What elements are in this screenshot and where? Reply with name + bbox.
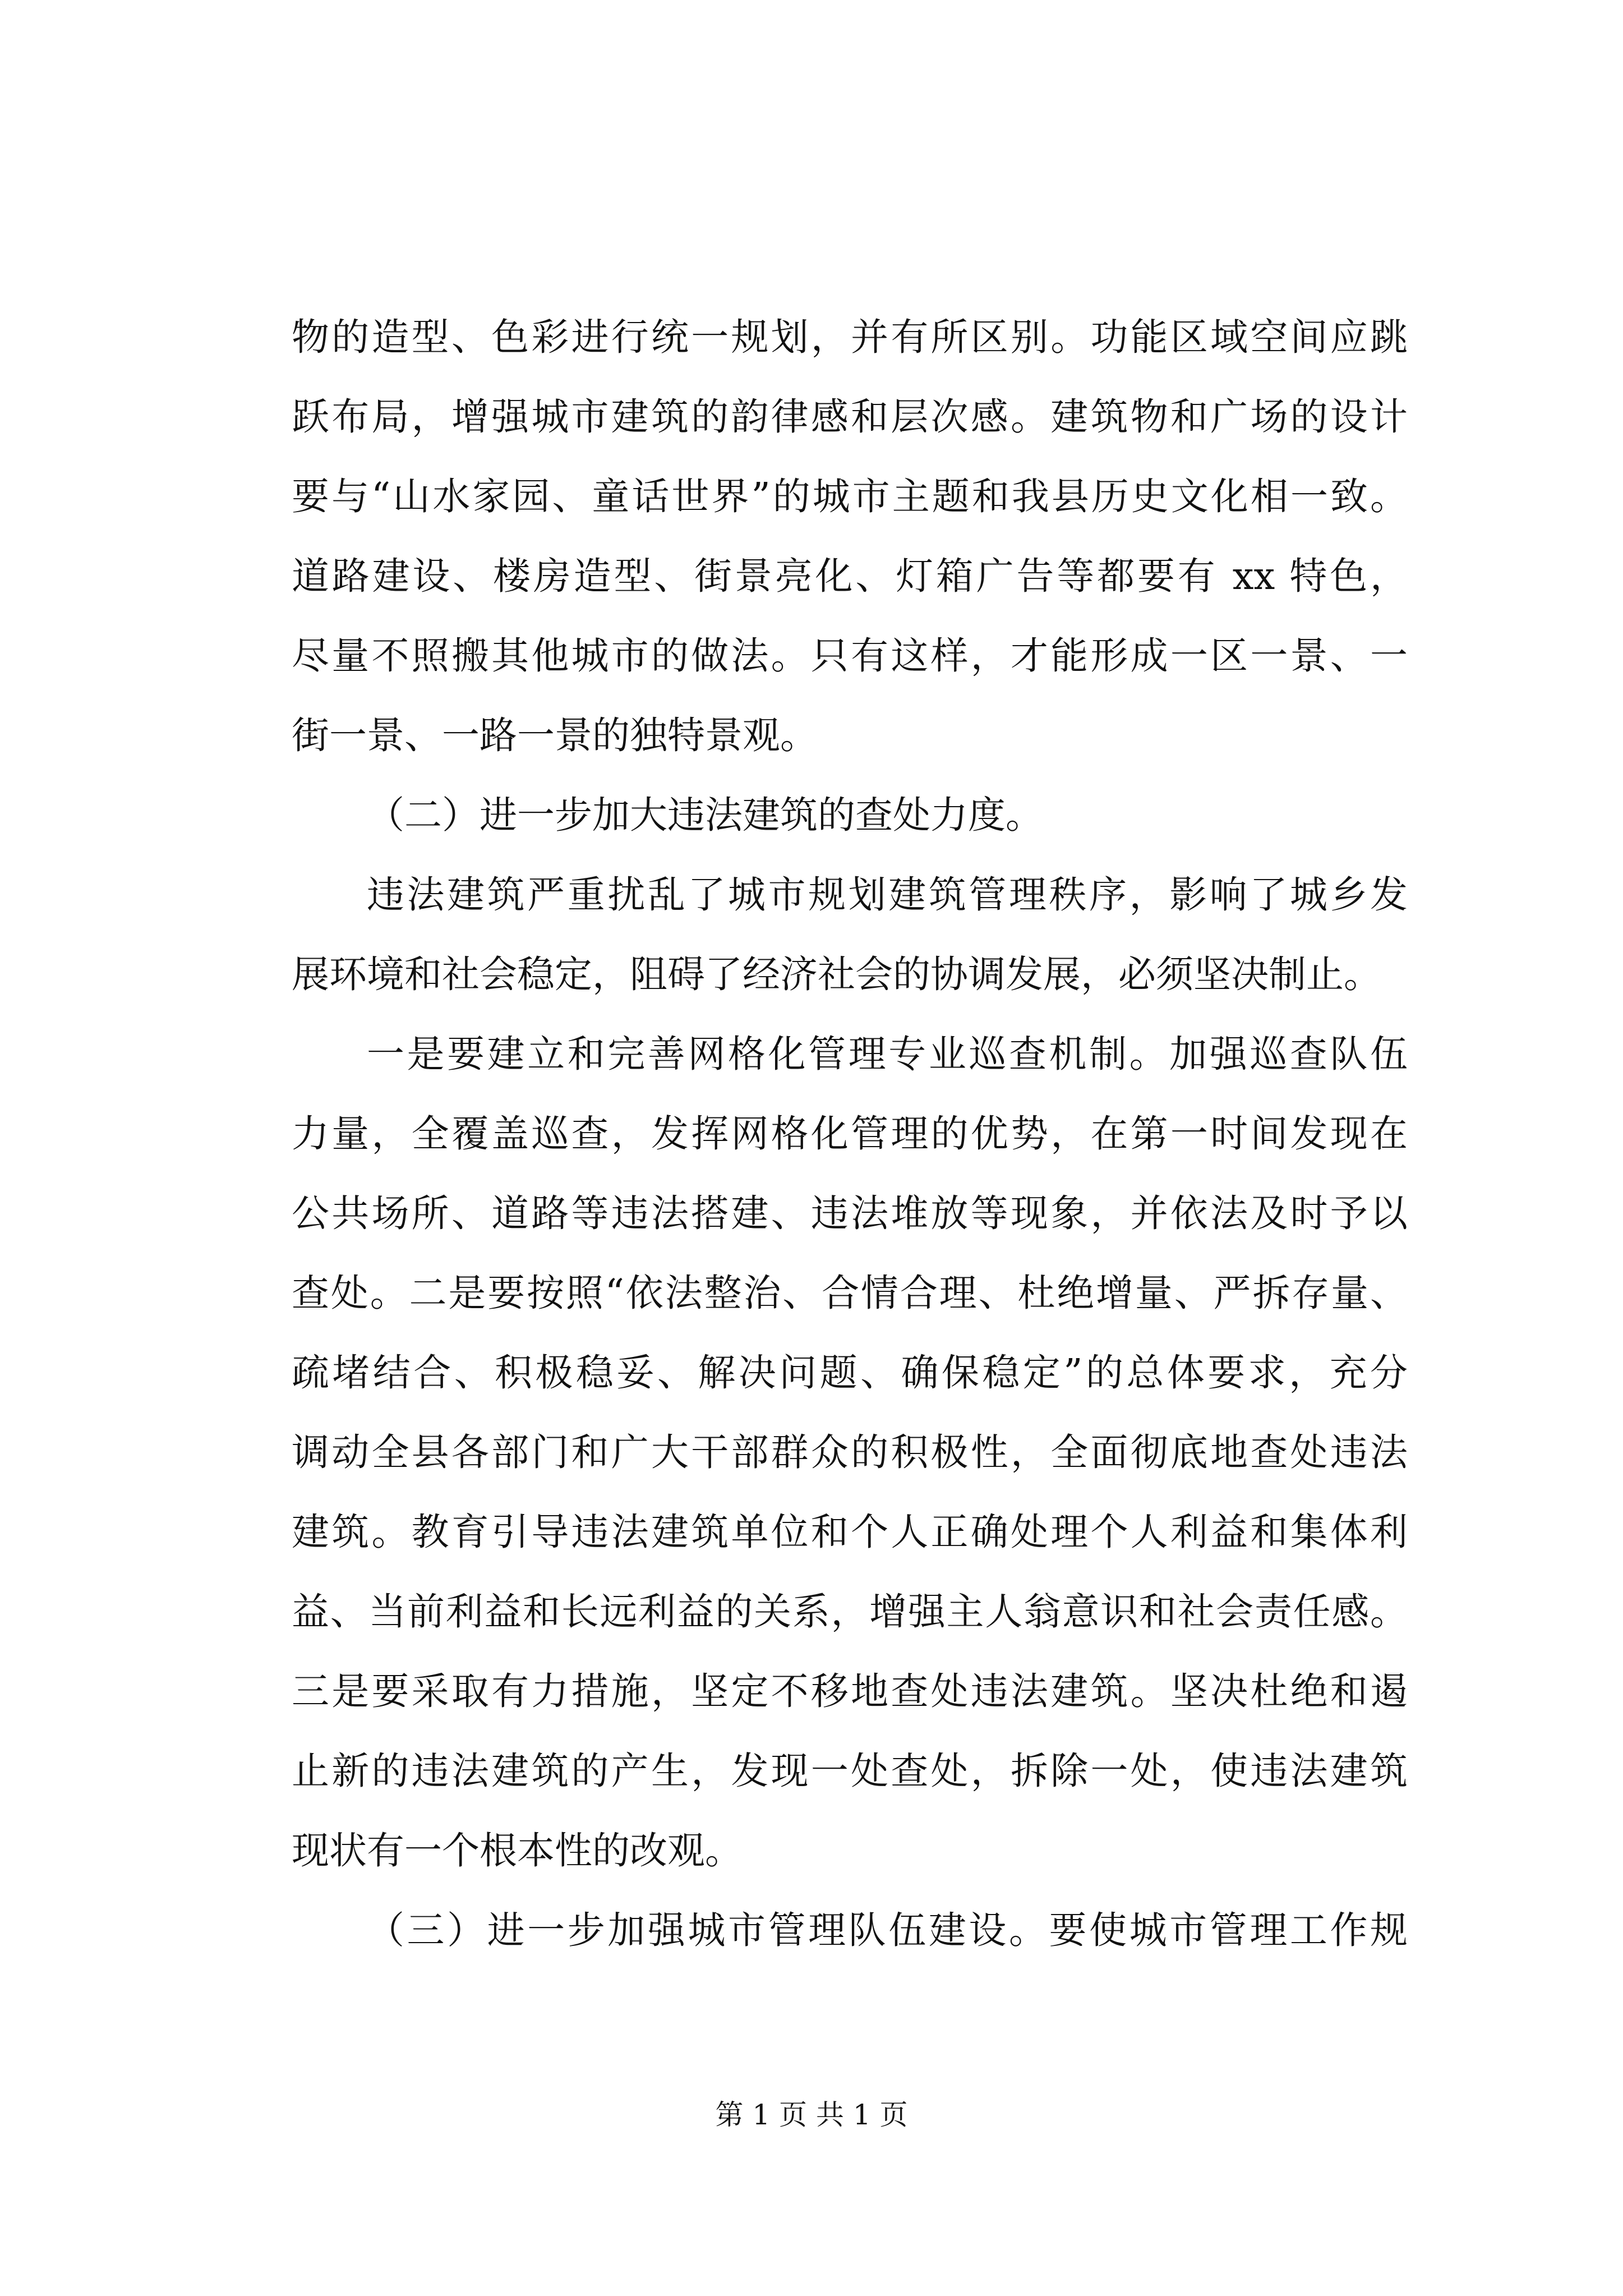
page-footer: 第 1 页 共 1 页: [715, 2099, 908, 2131]
paragraph-line: 违法建筑严重扰乱了城市规划建筑管理秩序，影响了城乡发: [367, 873, 1408, 917]
paragraph-line: 要与“山水家园、童话世界”的城市主题和我县历史文化相一致。: [292, 475, 1408, 518]
paragraph-line: 力量，全覆盖巡查，发挥网格化管理的优势，在第一时间发现在: [292, 1112, 1408, 1156]
paragraph-line: 查处。二是要按照“依法整治、合情合理、杜绝增量、严拆存量、: [292, 1271, 1408, 1315]
document-body: [292, 297, 1408, 1970]
paragraph-line: 调动全县各部门和广大干部群众的积极性，全面彻底地查处违法: [292, 1430, 1408, 1474]
paragraph-line: 展环境和社会稳定，阻碍了经济社会的协调发展，必须坚决制止。: [292, 953, 1381, 996]
paragraph-line: 物的造型、色彩进行统一规划，并有所区别。功能区域空间应跳: [292, 315, 1408, 359]
paragraph-line: 建筑。教育引导违法建筑单位和个人正确处理个人利益和集体利: [292, 1510, 1408, 1554]
paragraph-line: 道路建设、楼房造型、街景亮化、灯箱广告等都要有 xx 特色，: [292, 554, 1408, 598]
paragraph-line: 一是要建立和完善网格化管理专业巡查机制。加强巡查队伍: [367, 1032, 1408, 1076]
paragraph-line: 止新的违法建筑的产生，发现一处查处，拆除一处，使违法建筑: [292, 1749, 1408, 1793]
paragraph-line: 街一景、一路一景的独特景观。: [292, 714, 818, 757]
paragraph-line: 现状有一个根本性的改观。: [292, 1829, 743, 1872]
paragraph-line: 益、当前利益和长远利益的关系，增强主人翁意识和社会责任感。: [292, 1590, 1408, 1634]
paragraph-line: 疏堵结合、积极稳妥、解决问题、确保稳定”的总体要求，充分: [292, 1351, 1408, 1395]
section-heading: （三）进一步加强城市管理队伍建设。要使城市管理工作规: [367, 1908, 1408, 1952]
paragraph-line: 公共场所、道路等违法搭建、违法堆放等现象，并依法及时予以: [292, 1191, 1408, 1235]
paragraph-line: 尽量不照搬其他城市的做法。只有这样，才能形成一区一景、一: [292, 634, 1408, 678]
section-heading: （二）进一步加大违法建筑的查处力度。: [367, 793, 1043, 837]
paragraph-line: 跃布局，增强城市建筑的韵律感和层次感。建筑物和广场的设计: [292, 395, 1408, 439]
paragraph-line: 三是要采取有力措施，坚定不移地查处违法建筑。坚决杜绝和遏: [292, 1669, 1408, 1713]
